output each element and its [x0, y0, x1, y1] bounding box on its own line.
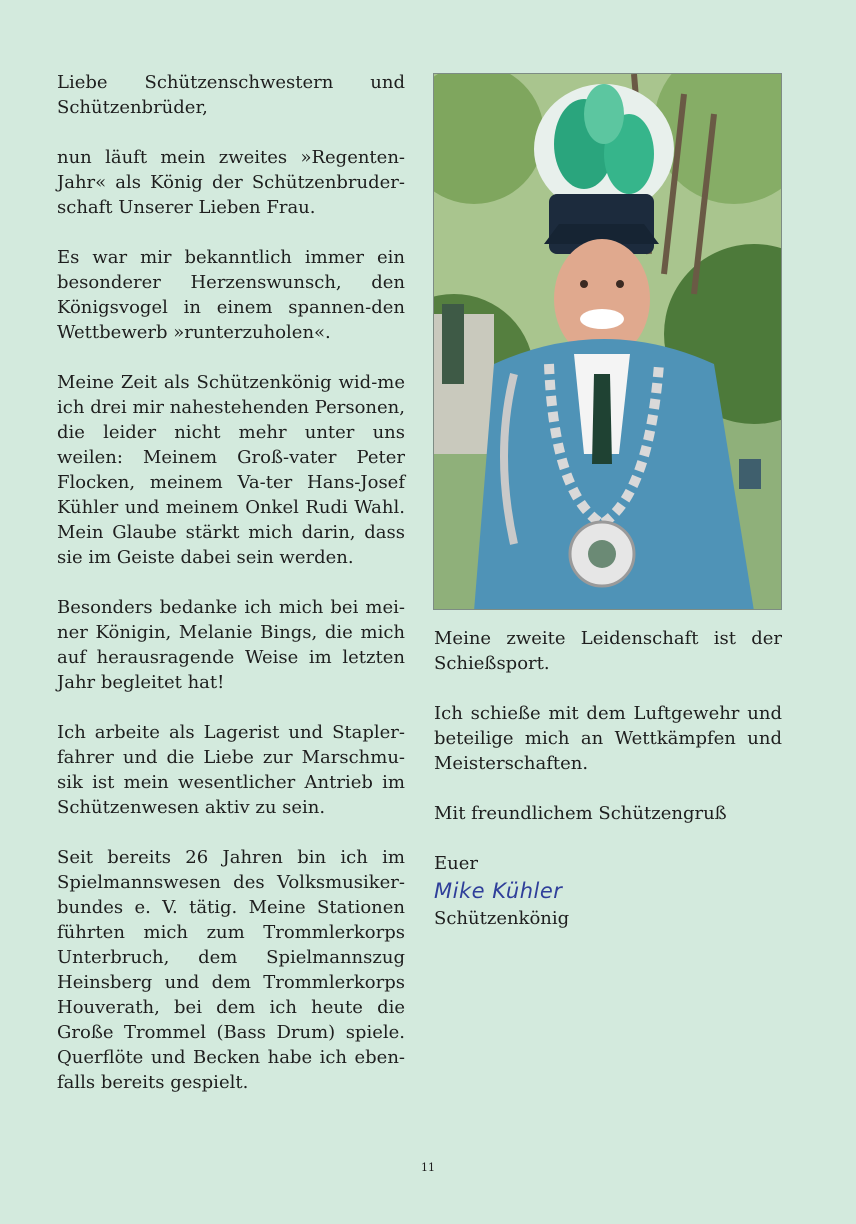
portrait-photo	[433, 73, 782, 610]
paragraph: Besonders bedanke ich mich bei mei-ner Königin, Melanie Bings, die mich auf herausragende Weise im letzten Jahr begleitet hat!	[57, 597, 405, 693]
paragraph: Ich arbeite als Lagerist und Stapler-fahrer und die Liebe zur Marschmu-sik ist mein wesentlicher Antrieb im Schützenwesen aktiv zu sein.	[57, 722, 405, 818]
portrait-illustration	[434, 74, 782, 610]
left-column	[57, 70, 405, 1120]
paragraph: nun läuft mein zweites »Regenten-Jahr« als König der Schützenbruder-schaft Unserer Lieben Frau.	[57, 147, 405, 218]
paragraph: Ich schieße mit dem Luftgewehr und beteilige mich an Wettkämpfen und Meisterschaften.	[434, 703, 782, 774]
right-column	[434, 626, 782, 931]
closing: Euer	[434, 853, 478, 874]
page-number: 11	[421, 1161, 435, 1174]
greeting: Liebe Schützenschwestern und Schützenbrüder,	[57, 72, 405, 118]
paragraph: Mit freundlichem Schützengruß	[434, 803, 727, 824]
paragraph: Es war mir bekanntlich immer ein besonderer Herzenswunsch, den Königsvogel in einem spannen-den Wettbewerb »runterzuholen«.	[57, 247, 405, 343]
signer-title: Schützenkönig	[434, 908, 570, 929]
paragraph: Seit bereits 26 Jahren bin ich im Spielmannswesen des Volksmusiker-bundes e. V. tätig. Meine Stationen führten mich zum Trommlerkorps Unterbruch, dem Spielmannszug Heinsberg und dem Trommlerkorps Houverath, bei dem ich heute die Große Trommel (Bass Drum) spiele. Querflöte und Becken habe ich eben-falls bereits gespielt.	[57, 847, 405, 1093]
paragraph: Meine Zeit als Schützenkönig wid-me ich drei mir nahestehenden Personen, die leider nicht mehr unter uns weilen: Meinem Groß-vater Peter Flocken, meinem Va-ter Hans-Josef Kühler und meinem Onkel Rudi Wahl. Mein Glaube stärkt mich darin, dass sie im Geiste dabei sein werden.	[57, 372, 405, 568]
signature: Mike Kühler	[434, 879, 563, 903]
paragraph: Meine zweite Leidenschaft ist der Schießsport.	[434, 628, 782, 674]
